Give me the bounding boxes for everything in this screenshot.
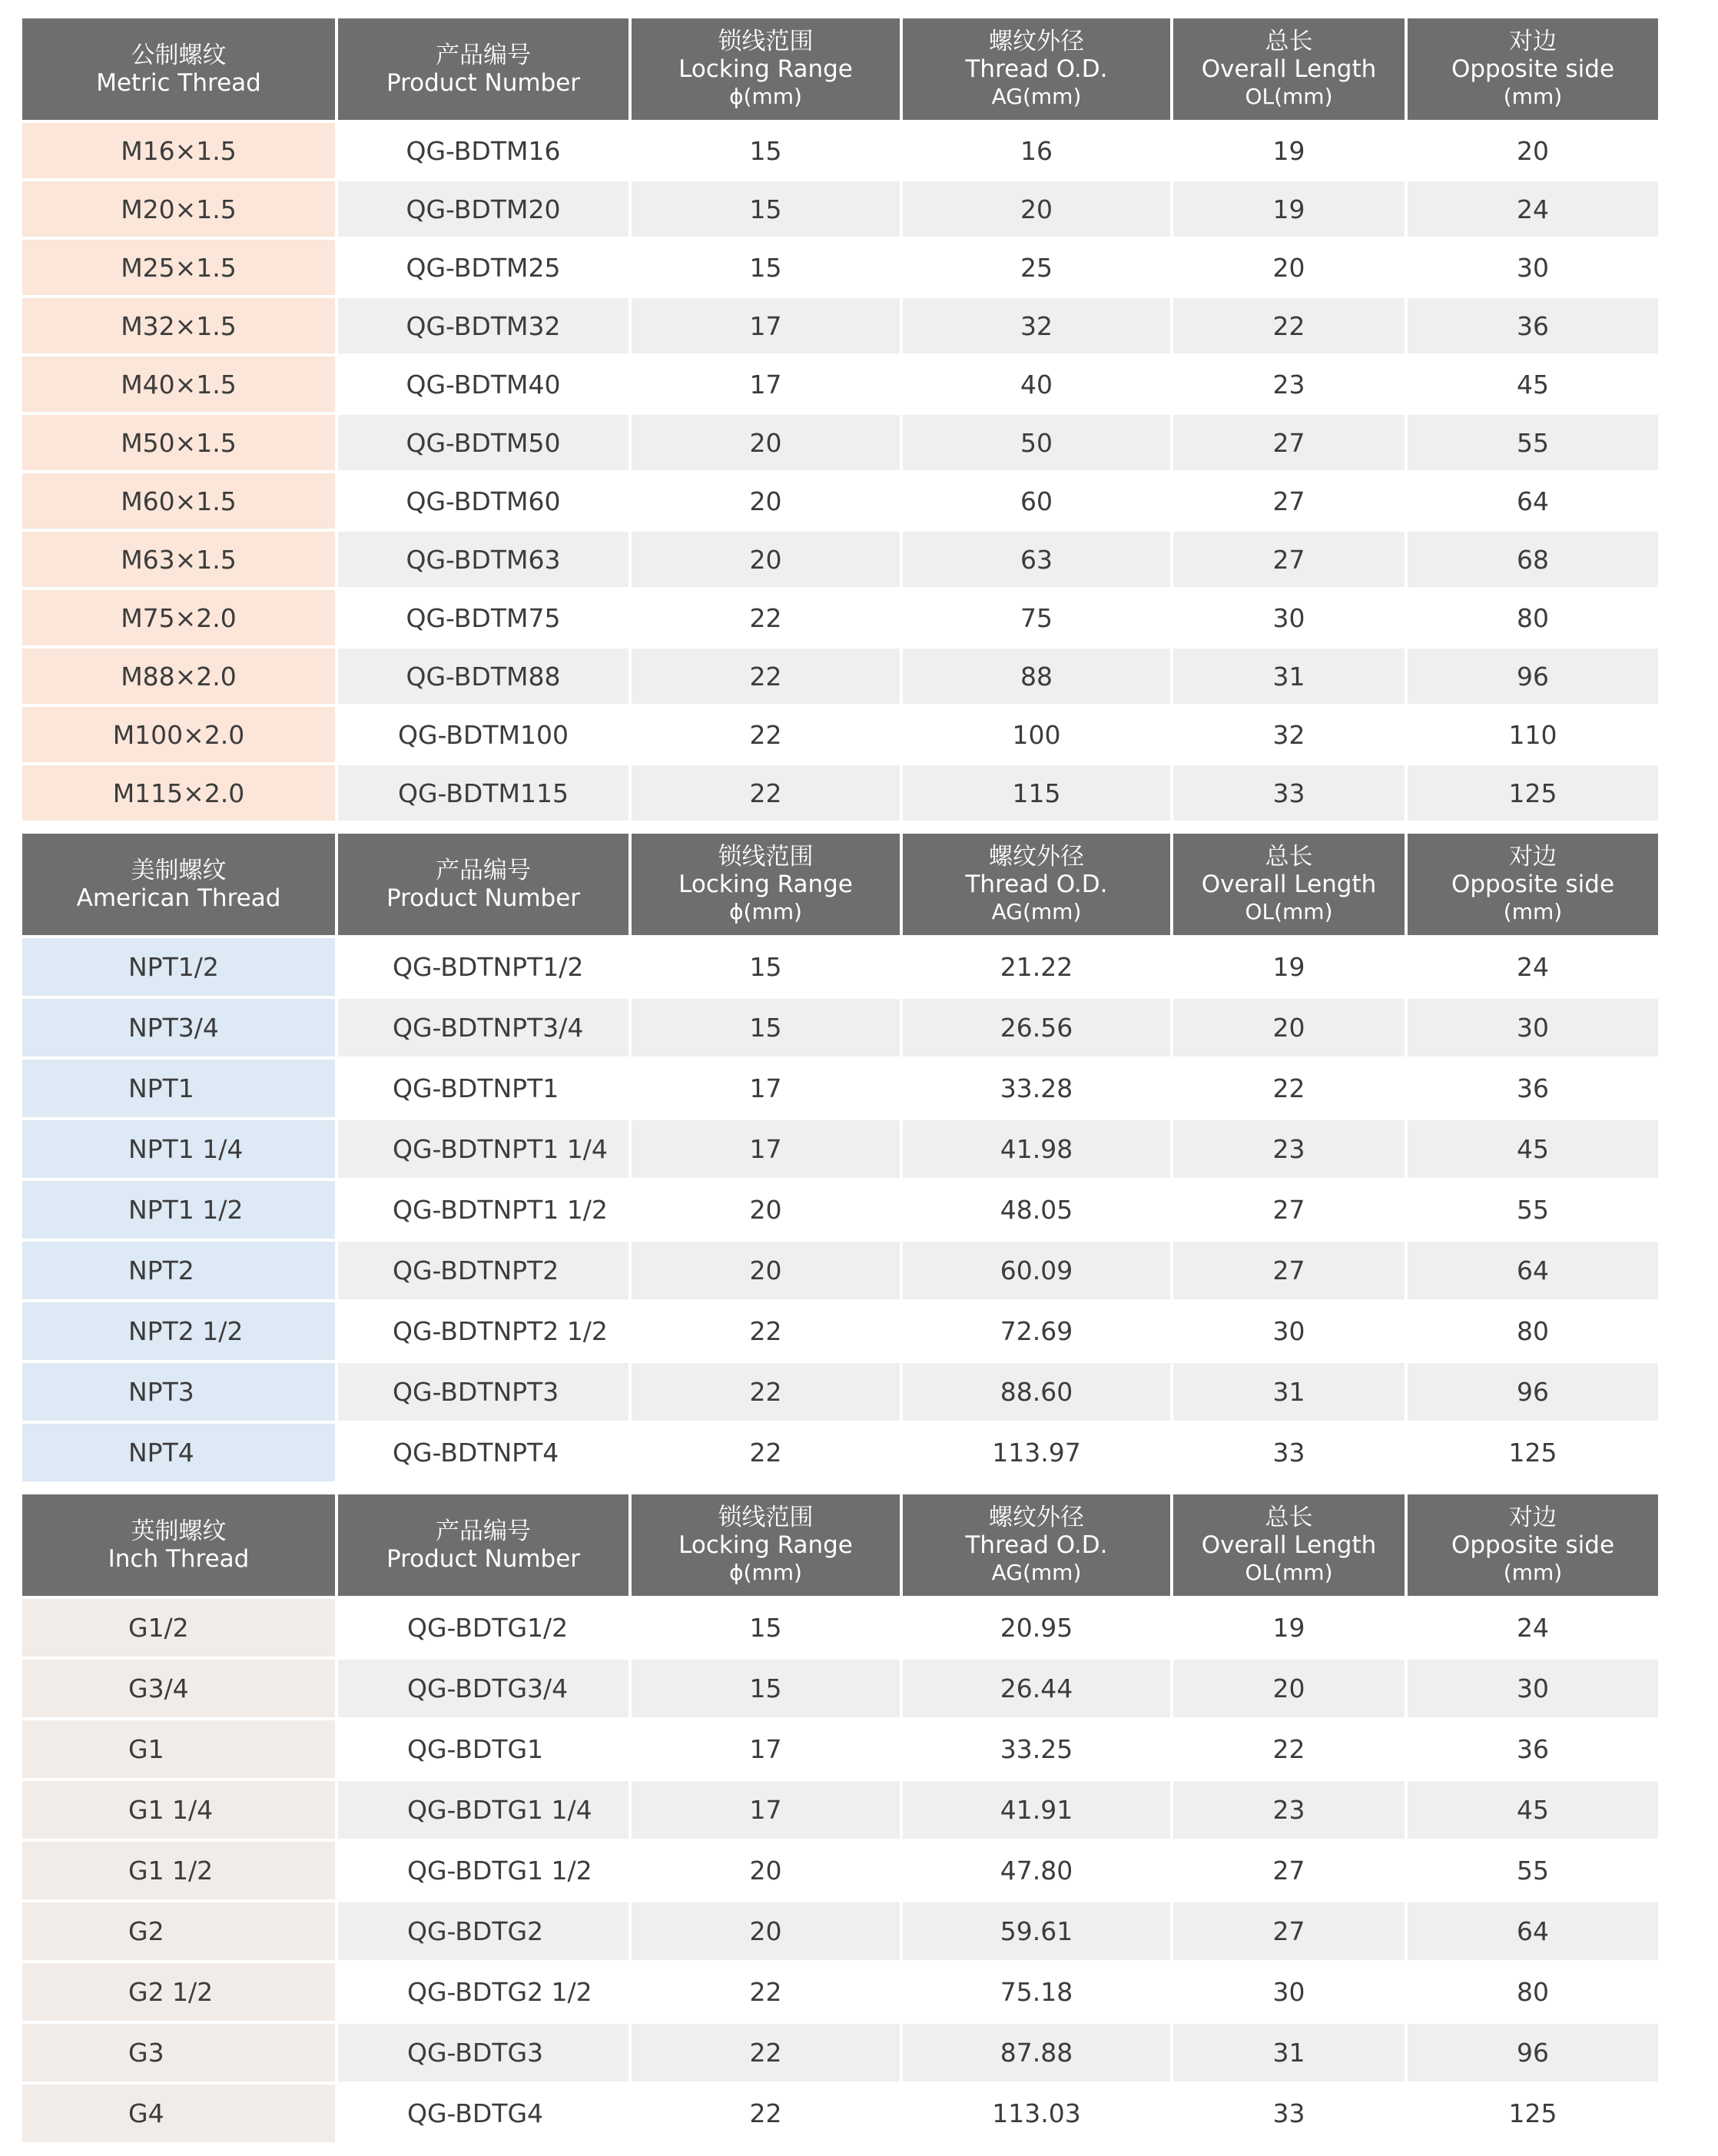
table-row [22, 938, 1658, 999]
opposite-side-cell: 125 [1408, 1424, 1658, 1484]
thread-size-cell: M20×1.5 [22, 181, 338, 240]
opposite-side-cell: 125 [1408, 765, 1658, 824]
overall-length-cell: 31 [1173, 648, 1408, 707]
thread-od-cell: 25 [903, 240, 1173, 298]
product-number-cell: QG-BDTG1 [338, 1720, 632, 1781]
header-cn: 产品编号 [436, 41, 531, 69]
thread-size-cell: NPT1 1/4 [22, 1120, 338, 1181]
table-row [22, 532, 1658, 590]
opposite-side-cell: 36 [1408, 1060, 1658, 1120]
table-row [22, 1599, 1658, 1660]
opposite-side-cell: 24 [1408, 181, 1658, 240]
header-cn: 对边 [1509, 1504, 1557, 1531]
header-cn: 对边 [1509, 28, 1557, 55]
thread-size-cell: NPT1 [22, 1060, 338, 1120]
thread-size-cell: M16×1.5 [22, 123, 338, 181]
locking-range-cell: 15 [632, 938, 903, 999]
thread-od-cell: 72.69 [903, 1302, 1173, 1363]
opposite-side-cell: 64 [1408, 1902, 1658, 1963]
table-row [22, 1302, 1658, 1363]
header-cn: 产品编号 [436, 1517, 531, 1545]
locking-range-cell: 17 [632, 1120, 903, 1181]
header-unit: ϕ(mm) [729, 84, 802, 109]
opposite-side-cell: 30 [1408, 999, 1658, 1060]
table-row [22, 240, 1658, 298]
table-row [22, 648, 1658, 707]
opposite-side-cell: 45 [1408, 1781, 1658, 1842]
product-number-cell: QG-BDTG2 1/2 [338, 1963, 632, 2024]
col-header-thread-od [903, 834, 1173, 938]
col-header-thread-type [22, 834, 338, 938]
locking-range-cell: 20 [632, 415, 903, 473]
opposite-side-cell: 30 [1408, 240, 1658, 298]
table-row [22, 1242, 1658, 1302]
product-number-cell: QG-BDTG1 1/2 [338, 1842, 632, 1902]
overall-length-cell: 32 [1173, 707, 1408, 765]
metric-thread-rows [22, 123, 1658, 824]
header-cn: 螺纹外径 [989, 1504, 1084, 1531]
header-cn: 对边 [1509, 843, 1557, 871]
table-row [22, 1963, 1658, 2024]
product-number-cell: QG-BDTG3 [338, 2024, 632, 2085]
locking-range-cell: 17 [632, 1060, 903, 1120]
thread-size-cell: M88×2.0 [22, 648, 338, 707]
table-row [22, 1902, 1658, 1963]
locking-range-cell: 15 [632, 1660, 903, 1720]
thread-type-en: Metric Thread [96, 69, 261, 97]
product-number-cell: QG-BDTM25 [338, 240, 632, 298]
table-row [22, 1424, 1658, 1484]
thread-size-cell: M115×2.0 [22, 765, 338, 824]
table-row [22, 999, 1658, 1060]
table-row [22, 415, 1658, 473]
opposite-side-cell: 45 [1408, 1120, 1658, 1181]
col-header-thread-od [903, 18, 1173, 123]
thread-od-cell: 21.22 [903, 938, 1173, 999]
table-row [22, 1363, 1658, 1424]
product-number-cell: QG-BDTG1 1/4 [338, 1781, 632, 1842]
product-number-cell: QG-BDTG1/2 [338, 1599, 632, 1660]
header-cn: 产品编号 [436, 857, 531, 884]
header-en: Product Number [386, 69, 581, 97]
metric-thread-table [22, 18, 1658, 824]
locking-range-cell: 20 [632, 1242, 903, 1302]
locking-range-cell: 22 [632, 765, 903, 824]
american-thread-table [22, 834, 1658, 1484]
thread-od-cell: 115 [903, 765, 1173, 824]
thread-type-en: Inch Thread [108, 1545, 250, 1573]
header-en: Opposite side [1451, 55, 1615, 83]
overall-length-cell: 20 [1173, 1660, 1408, 1720]
opposite-side-cell: 68 [1408, 532, 1658, 590]
locking-range-cell: 22 [632, 2085, 903, 2145]
overall-length-cell: 33 [1173, 2085, 1408, 2145]
table-row [22, 298, 1658, 357]
thread-od-cell: 33.25 [903, 1720, 1173, 1781]
overall-length-cell: 27 [1173, 1242, 1408, 1302]
product-number-cell: QG-BDTNPT1/2 [338, 938, 632, 999]
col-header-opposite-side [1408, 834, 1658, 938]
locking-range-cell: 20 [632, 532, 903, 590]
thread-size-cell: NPT1 1/2 [22, 1181, 338, 1242]
thread-od-cell: 113.97 [903, 1424, 1173, 1484]
table-row [22, 1120, 1658, 1181]
col-header-product-number [338, 18, 632, 123]
header-cn: 螺纹外径 [989, 28, 1084, 55]
thread-size-cell: G2 1/2 [22, 1963, 338, 2024]
header-en: Product Number [386, 884, 581, 912]
thread-type-cn: 公制螺纹 [131, 41, 227, 69]
header-cn: 总长 [1265, 1504, 1313, 1531]
header-unit: AG(mm) [991, 1560, 1082, 1585]
col-header-thread-type [22, 1494, 338, 1599]
product-number-cell: QG-BDTNPT3/4 [338, 999, 632, 1060]
thread-size-cell: M100×2.0 [22, 707, 338, 765]
header-en: Thread O.D. [965, 1531, 1108, 1559]
header-unit: ϕ(mm) [729, 1560, 802, 1585]
table-row [22, 123, 1658, 181]
header-en: Overall Length [1201, 871, 1377, 898]
header-en: Opposite side [1451, 871, 1615, 898]
overall-length-cell: 33 [1173, 765, 1408, 824]
header-row [22, 18, 1658, 123]
thread-size-cell: NPT1/2 [22, 938, 338, 999]
thread-od-cell: 88 [903, 648, 1173, 707]
thread-od-cell: 41.91 [903, 1781, 1173, 1842]
product-number-cell: QG-BDTM100 [338, 707, 632, 765]
thread-od-cell: 60 [903, 473, 1173, 532]
thread-od-cell: 16 [903, 123, 1173, 181]
overall-length-cell: 27 [1173, 1842, 1408, 1902]
thread-size-cell: NPT3/4 [22, 999, 338, 1060]
opposite-side-cell: 125 [1408, 2085, 1658, 2145]
header-cn: 锁线范围 [718, 843, 814, 871]
product-number-cell: QG-BDTM16 [338, 123, 632, 181]
col-header-locking-range [632, 1494, 903, 1599]
locking-range-cell: 20 [632, 1902, 903, 1963]
product-number-cell: QG-BDTM40 [338, 357, 632, 415]
product-number-cell: QG-BDTG3/4 [338, 1660, 632, 1720]
header-row [22, 834, 1658, 938]
overall-length-cell: 19 [1173, 1599, 1408, 1660]
header-cn: 锁线范围 [718, 28, 814, 55]
overall-length-cell: 19 [1173, 181, 1408, 240]
header-row [22, 1494, 1658, 1599]
thread-type-en: American Thread [76, 884, 281, 912]
opposite-side-cell: 96 [1408, 1363, 1658, 1424]
product-number-cell: QG-BDTNPT2 [338, 1242, 632, 1302]
overall-length-cell: 31 [1173, 2024, 1408, 2085]
thread-od-cell: 41.98 [903, 1120, 1173, 1181]
overall-length-cell: 20 [1173, 240, 1408, 298]
header-cn: 锁线范围 [718, 1504, 814, 1531]
header-cn: 总长 [1265, 28, 1313, 55]
thread-od-cell: 113.03 [903, 2085, 1173, 2145]
table-row [22, 2024, 1658, 2085]
opposite-side-cell: 55 [1408, 1842, 1658, 1902]
thread-od-cell: 47.80 [903, 1842, 1173, 1902]
thread-od-cell: 20.95 [903, 1599, 1173, 1660]
product-number-cell: QG-BDTNPT1 [338, 1060, 632, 1120]
locking-range-cell: 15 [632, 240, 903, 298]
opposite-side-cell: 55 [1408, 1181, 1658, 1242]
opposite-side-cell: 20 [1408, 123, 1658, 181]
locking-range-cell: 22 [632, 707, 903, 765]
locking-range-cell: 22 [632, 648, 903, 707]
spec-sheet [22, 18, 1658, 2145]
product-number-cell: QG-BDTM75 [338, 590, 632, 648]
table-row [22, 473, 1658, 532]
overall-length-cell: 23 [1173, 1781, 1408, 1842]
thread-size-cell: NPT2 [22, 1242, 338, 1302]
product-number-cell: QG-BDTM63 [338, 532, 632, 590]
thread-size-cell: G2 [22, 1902, 338, 1963]
overall-length-cell: 27 [1173, 532, 1408, 590]
thread-od-cell: 60.09 [903, 1242, 1173, 1302]
thread-size-cell: G1 1/4 [22, 1781, 338, 1842]
locking-range-cell: 17 [632, 1720, 903, 1781]
thread-od-cell: 50 [903, 415, 1173, 473]
opposite-side-cell: 24 [1408, 1599, 1658, 1660]
thread-size-cell: NPT3 [22, 1363, 338, 1424]
locking-range-cell: 22 [632, 1363, 903, 1424]
header-unit: ϕ(mm) [729, 899, 802, 924]
thread-size-cell: M40×1.5 [22, 357, 338, 415]
overall-length-cell: 23 [1173, 1120, 1408, 1181]
table-row [22, 1660, 1658, 1720]
locking-range-cell: 22 [632, 1424, 903, 1484]
header-en: Locking Range [678, 1531, 853, 1559]
table-row [22, 707, 1658, 765]
opposite-side-cell: 45 [1408, 357, 1658, 415]
table-row [22, 1781, 1658, 1842]
overall-length-cell: 30 [1173, 590, 1408, 648]
table-row [22, 2085, 1658, 2145]
thread-od-cell: 63 [903, 532, 1173, 590]
col-header-product-number [338, 1494, 632, 1599]
thread-size-cell: M25×1.5 [22, 240, 338, 298]
thread-od-cell: 40 [903, 357, 1173, 415]
overall-length-cell: 30 [1173, 1963, 1408, 2024]
opposite-side-cell: 55 [1408, 415, 1658, 473]
col-header-locking-range [632, 834, 903, 938]
col-header-opposite-side [1408, 1494, 1658, 1599]
opposite-side-cell: 36 [1408, 298, 1658, 357]
inch-thread-table [22, 1494, 1658, 2145]
locking-range-cell: 22 [632, 2024, 903, 2085]
table-row [22, 1842, 1658, 1902]
overall-length-cell: 23 [1173, 357, 1408, 415]
thread-size-cell: NPT2 1/2 [22, 1302, 338, 1363]
table-row [22, 765, 1658, 824]
overall-length-cell: 22 [1173, 1720, 1408, 1781]
thread-od-cell: 33.28 [903, 1060, 1173, 1120]
header-unit: (mm) [1503, 1560, 1563, 1585]
thread-size-cell: G3 [22, 2024, 338, 2085]
inch-thread-rows [22, 1599, 1658, 2145]
opposite-side-cell: 96 [1408, 648, 1658, 707]
locking-range-cell: 22 [632, 590, 903, 648]
thread-od-cell: 32 [903, 298, 1173, 357]
thread-od-cell: 75.18 [903, 1963, 1173, 2024]
overall-length-cell: 20 [1173, 999, 1408, 1060]
locking-range-cell: 22 [632, 1302, 903, 1363]
locking-range-cell: 20 [632, 473, 903, 532]
opposite-side-cell: 24 [1408, 938, 1658, 999]
overall-length-cell: 19 [1173, 938, 1408, 999]
product-number-cell: QG-BDTNPT3 [338, 1363, 632, 1424]
opposite-side-cell: 80 [1408, 590, 1658, 648]
header-unit: AG(mm) [991, 84, 1082, 109]
col-header-product-number [338, 834, 632, 938]
product-number-cell: QG-BDTM60 [338, 473, 632, 532]
locking-range-cell: 20 [632, 1842, 903, 1902]
table-row [22, 1181, 1658, 1242]
thread-size-cell: M60×1.5 [22, 473, 338, 532]
thread-od-cell: 26.44 [903, 1660, 1173, 1720]
product-number-cell: QG-BDTG2 [338, 1902, 632, 1963]
overall-length-cell: 27 [1173, 1181, 1408, 1242]
thread-size-cell: M63×1.5 [22, 532, 338, 590]
table-row [22, 181, 1658, 240]
thread-size-cell: M50×1.5 [22, 415, 338, 473]
header-cn: 总长 [1265, 843, 1313, 871]
header-en: Product Number [386, 1545, 581, 1573]
header-en: Thread O.D. [965, 871, 1108, 898]
thread-size-cell: NPT4 [22, 1424, 338, 1484]
table-row [22, 357, 1658, 415]
col-header-thread-od [903, 1494, 1173, 1599]
header-cn: 螺纹外径 [989, 843, 1084, 871]
col-header-opposite-side [1408, 18, 1658, 123]
product-number-cell: QG-BDTM32 [338, 298, 632, 357]
product-number-cell: QG-BDTM88 [338, 648, 632, 707]
product-number-cell: QG-BDTM50 [338, 415, 632, 473]
col-header-overall-length [1173, 834, 1408, 938]
locking-range-cell: 17 [632, 1781, 903, 1842]
overall-length-cell: 27 [1173, 415, 1408, 473]
overall-length-cell: 19 [1173, 123, 1408, 181]
table-row [22, 590, 1658, 648]
overall-length-cell: 33 [1173, 1424, 1408, 1484]
overall-length-cell: 27 [1173, 473, 1408, 532]
table-row [22, 1060, 1658, 1120]
thread-od-cell: 20 [903, 181, 1173, 240]
header-unit: OL(mm) [1245, 899, 1333, 924]
thread-od-cell: 48.05 [903, 1181, 1173, 1242]
american-thread-rows [22, 938, 1658, 1484]
locking-range-cell: 15 [632, 1599, 903, 1660]
thread-size-cell: G1 1/2 [22, 1842, 338, 1902]
product-number-cell: QG-BDTNPT4 [338, 1424, 632, 1484]
thread-od-cell: 100 [903, 707, 1173, 765]
header-unit: (mm) [1503, 84, 1563, 109]
thread-od-cell: 88.60 [903, 1363, 1173, 1424]
thread-od-cell: 87.88 [903, 2024, 1173, 2085]
product-number-cell: QG-BDTNPT1 1/4 [338, 1120, 632, 1181]
overall-length-cell: 30 [1173, 1302, 1408, 1363]
thread-od-cell: 59.61 [903, 1902, 1173, 1963]
thread-size-cell: G1/2 [22, 1599, 338, 1660]
opposite-side-cell: 36 [1408, 1720, 1658, 1781]
thread-type-cn: 英制螺纹 [131, 1517, 227, 1545]
locking-range-cell: 20 [632, 1181, 903, 1242]
header-unit: (mm) [1503, 899, 1563, 924]
opposite-side-cell: 110 [1408, 707, 1658, 765]
locking-range-cell: 17 [632, 298, 903, 357]
header-en: Thread O.D. [965, 55, 1108, 83]
locking-range-cell: 17 [632, 357, 903, 415]
locking-range-cell: 22 [632, 1963, 903, 2024]
header-en: Overall Length [1201, 1531, 1377, 1559]
opposite-side-cell: 80 [1408, 1963, 1658, 2024]
table-row [22, 1720, 1658, 1781]
header-en: Opposite side [1451, 1531, 1615, 1559]
thread-size-cell: M32×1.5 [22, 298, 338, 357]
product-number-cell: QG-BDTNPT2 1/2 [338, 1302, 632, 1363]
overall-length-cell: 27 [1173, 1902, 1408, 1963]
product-number-cell: QG-BDTM20 [338, 181, 632, 240]
overall-length-cell: 22 [1173, 298, 1408, 357]
product-number-cell: QG-BDTM115 [338, 765, 632, 824]
opposite-side-cell: 96 [1408, 2024, 1658, 2085]
overall-length-cell: 31 [1173, 1363, 1408, 1424]
opposite-side-cell: 30 [1408, 1660, 1658, 1720]
thread-size-cell: G3/4 [22, 1660, 338, 1720]
header-unit: OL(mm) [1245, 84, 1333, 109]
locking-range-cell: 15 [632, 181, 903, 240]
header-en: Locking Range [678, 55, 853, 83]
header-en: Locking Range [678, 871, 853, 898]
header-unit: OL(mm) [1245, 1560, 1333, 1585]
opposite-side-cell: 64 [1408, 1242, 1658, 1302]
thread-type-cn: 美制螺纹 [131, 857, 227, 884]
product-number-cell: QG-BDTNPT1 1/2 [338, 1181, 632, 1242]
thread-od-cell: 75 [903, 590, 1173, 648]
opposite-side-cell: 80 [1408, 1302, 1658, 1363]
thread-size-cell: G4 [22, 2085, 338, 2145]
col-header-overall-length [1173, 18, 1408, 123]
col-header-overall-length [1173, 1494, 1408, 1599]
thread-size-cell: G1 [22, 1720, 338, 1781]
header-unit: AG(mm) [991, 899, 1082, 924]
product-number-cell: QG-BDTG4 [338, 2085, 632, 2145]
opposite-side-cell: 64 [1408, 473, 1658, 532]
thread-size-cell: M75×2.0 [22, 590, 338, 648]
overall-length-cell: 22 [1173, 1060, 1408, 1120]
col-header-thread-type [22, 18, 338, 123]
header-en: Overall Length [1201, 55, 1377, 83]
locking-range-cell: 15 [632, 123, 903, 181]
col-header-locking-range [632, 18, 903, 123]
locking-range-cell: 15 [632, 999, 903, 1060]
thread-od-cell: 26.56 [903, 999, 1173, 1060]
